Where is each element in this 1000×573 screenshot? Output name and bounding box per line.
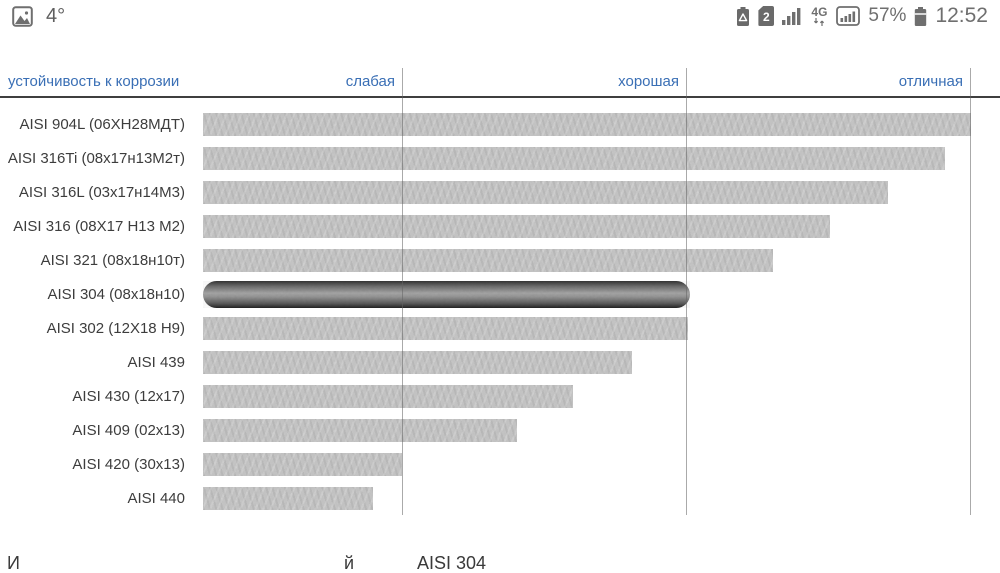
bar-track (203, 317, 1000, 340)
bar-label: AISI 439 (127, 353, 185, 371)
screenshot-image-icon (12, 6, 33, 27)
bar (203, 487, 373, 510)
network-type-text: 4G (811, 5, 828, 19)
bar-track (203, 281, 1000, 308)
battery-percent-text: 57% (868, 5, 907, 26)
bar-track (203, 487, 1000, 510)
bar-label: AISI 409 (02x13) (72, 421, 185, 439)
zone-label: слабая (345, 73, 395, 90)
chart-rows (0, 107, 1000, 515)
bar-label: AISI 316 (08Х17 Н13 М2) (13, 217, 185, 235)
bar-track (203, 385, 1000, 408)
bar-track (203, 249, 1000, 272)
bar (203, 317, 688, 340)
bar-row (0, 209, 1000, 243)
caption-fragment: AISI 304 (417, 553, 487, 573)
sim-card-icon (758, 6, 774, 26)
status-bar (0, 0, 1000, 32)
bar-row (0, 413, 1000, 447)
bar-row (0, 447, 1000, 481)
bar (203, 351, 632, 374)
bar-label: AISI 440 (127, 489, 185, 507)
clock-text: 12:52 (935, 4, 988, 27)
bar-label: AISI 316Ti (08х17н13М2т) (7, 149, 185, 167)
zone-label: отличная (898, 73, 963, 90)
bar (203, 113, 971, 136)
bar-row (0, 107, 1000, 141)
bar-track (203, 113, 1000, 136)
bar-track (203, 351, 1000, 374)
bar-label: AISI 904L (06ХН28МДТ) (19, 115, 185, 133)
bar-label: AISI 302 (12Х18 Н9) (46, 319, 185, 337)
bar-row (0, 345, 1000, 379)
status-bar-left (12, 5, 65, 28)
sim-slot-number: 2 (763, 10, 770, 24)
bar-track (203, 215, 1000, 238)
bar-row (0, 141, 1000, 175)
battery-icon (914, 6, 927, 27)
bar-row (0, 379, 1000, 413)
zone-label: хорошая (618, 73, 679, 90)
bar-label: AISI 316L (03х17н14М3) (18, 183, 185, 201)
signal-strength-icon (782, 6, 802, 26)
bar (203, 419, 517, 442)
bar-row (0, 175, 1000, 209)
network-type-indicator (811, 6, 827, 26)
bar-highlighted (203, 281, 690, 308)
bar-track (203, 453, 1000, 476)
bar (203, 181, 888, 204)
bar-label: AISI 304 (08х18н10) (47, 285, 185, 303)
bar-track (203, 147, 1000, 170)
bar (203, 147, 945, 170)
bar-track (203, 419, 1000, 442)
chart-header (0, 72, 1000, 92)
caption-fragment: И (7, 553, 20, 573)
bar (203, 249, 773, 272)
chart-title: устойчивость к коррозии (8, 73, 180, 90)
bar-row (0, 481, 1000, 515)
header-divider-line (0, 96, 1000, 98)
bar-row (0, 243, 1000, 277)
caption-fragment: й (344, 553, 355, 573)
bar-label: AISI 430 (12x17) (72, 387, 185, 405)
battery-saver-icon (736, 6, 750, 27)
data-updown-arrows-icon (813, 18, 825, 26)
bar-label: AISI 420 (30x13) (72, 455, 185, 473)
bar-track (203, 181, 1000, 204)
second-sim-signal-icon (836, 6, 860, 26)
bar-row (0, 277, 1000, 311)
bottom-caption (0, 553, 1000, 573)
bar (203, 453, 402, 476)
bar-row (0, 311, 1000, 345)
bar (203, 385, 573, 408)
bar-label: AISI 321 (08х18н10т) (40, 251, 185, 269)
status-bar-right (736, 4, 988, 28)
bar (203, 215, 830, 238)
temperature-text: 4° (46, 4, 66, 27)
